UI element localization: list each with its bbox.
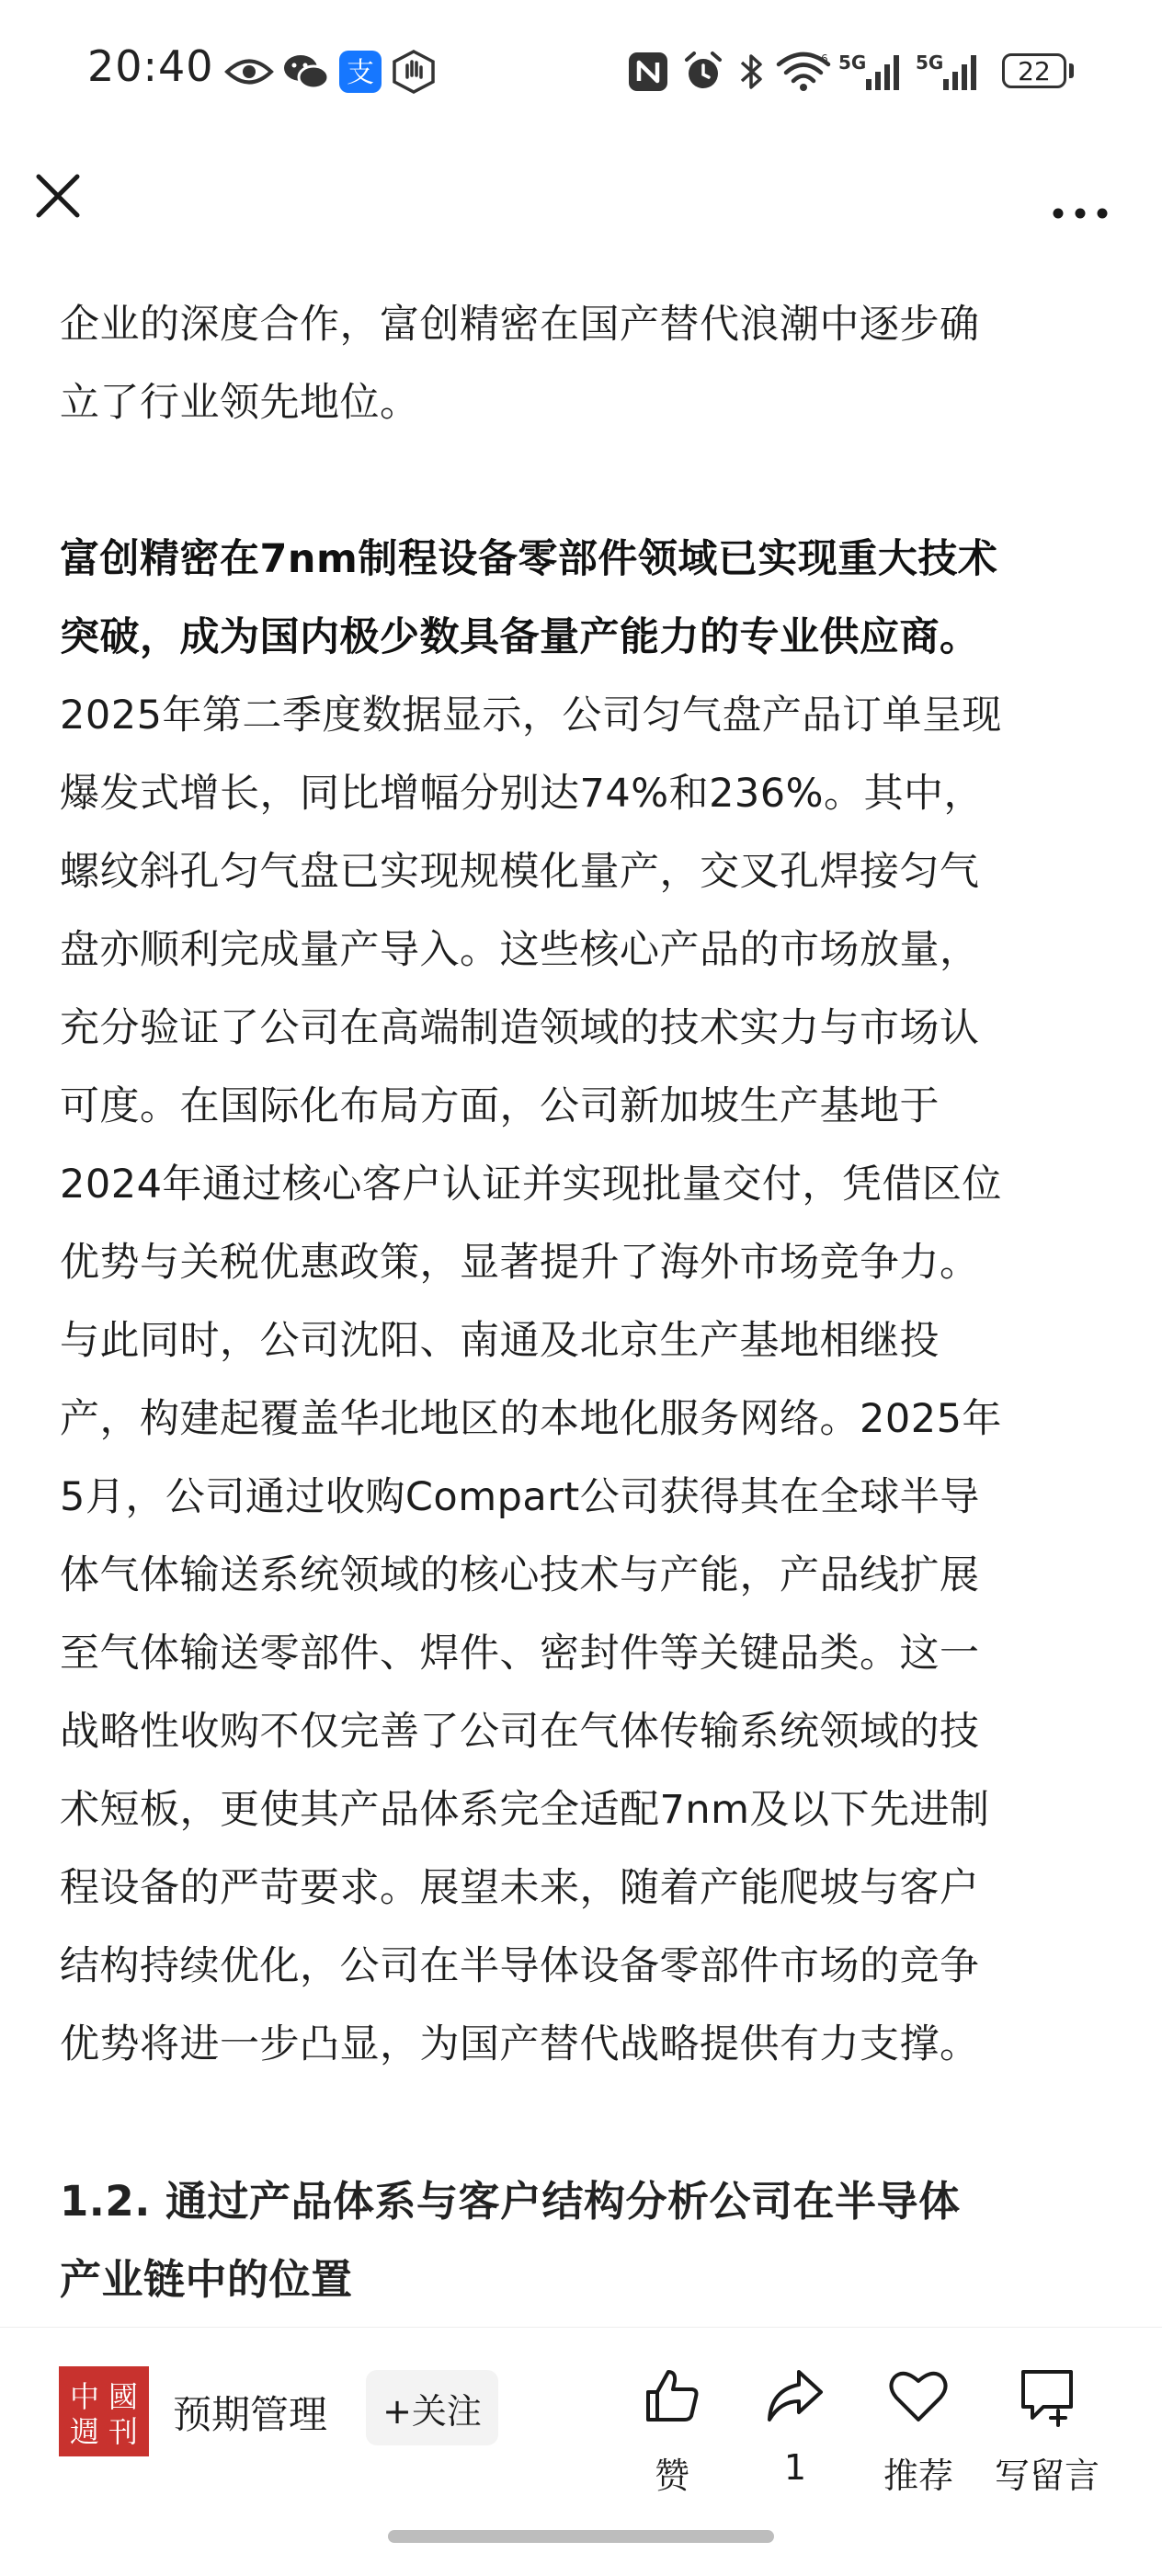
top-nav [0, 147, 1162, 263]
paragraph-line: 至气体输送零部件、焊件、密封件等关键品类。这一 [60, 1631, 980, 1677]
follow-button[interactable]: +关注 [366, 2370, 498, 2445]
svg-text:週: 週 [69, 2414, 100, 2449]
seal-logo [59, 2366, 149, 2456]
comment-button[interactable] [978, 2355, 1116, 2502]
paragraph-line: 螺纹斜孔匀气盘已实现规模化量产，交叉孔焊接匀气 [60, 849, 980, 895]
close-button[interactable] [28, 166, 88, 226]
paragraph-line: 盘亦顺利完成量产导入。这些核心产品的市场放量， [60, 927, 980, 973]
paragraph-line: 体气体输送系统领域的核心技术与产能，产品线扩展 [60, 1552, 980, 1598]
paragraph-line: 2024年通过核心客户认证并实现批量交付，凭借区位 [60, 1162, 1002, 1208]
recommend-button[interactable] [849, 2355, 987, 2502]
article-body [0, 248, 1162, 2327]
paragraph-line: 与此同时，公司沈阳、南通及北京生产基地相继投 [60, 1318, 940, 1364]
battery-tip [1069, 63, 1074, 78]
more-icon [1043, 166, 1117, 226]
like-button[interactable] [603, 2355, 741, 2502]
svg-text:支: 支 [347, 57, 374, 89]
paragraph-line: 产，构建起覆盖华北地区的本地化服务网络。2025年 [60, 1396, 1002, 1442]
status-time: 20:40 [87, 41, 214, 91]
nfc-icon [625, 50, 671, 94]
bold-paragraph-line: 突破，成为国内极少数具备量产能力的专业供应商。 [60, 614, 980, 660]
comment-icon [1016, 2364, 1078, 2427]
like-label: 赞 [654, 2456, 689, 2496]
svg-text:中: 中 [69, 2379, 100, 2414]
paragraph-line: 程设备的严苛要求。展望未来，随着产能爬坡与客户 [60, 1865, 980, 1911]
eye-icon [223, 50, 275, 94]
author-name[interactable]: 预期管理 [173, 2392, 328, 2437]
home-indicator[interactable] [388, 2530, 774, 2543]
paragraph-line: 立了行业领先地位。 [60, 380, 420, 426]
avatar[interactable] [59, 2366, 149, 2456]
paragraph-line: 充分验证了公司在高端制造领域的技术实力与市场认 [60, 1005, 980, 1051]
article-content [60, 248, 1108, 2318]
paragraph-line: 术短板，更使其产品体系完全适配7nm及以下先进制 [60, 1787, 990, 1833]
paragraph-line: 5月，公司通过收购Compart公司获得其在全球半导 [60, 1474, 980, 1520]
alipay-icon [337, 50, 383, 94]
share-button[interactable] [726, 2355, 864, 2502]
section-heading: 1.2. 通过产品体系与客户结构分析公司在半导体 [60, 2177, 961, 2226]
bluetooth-icon [734, 50, 769, 94]
svg-text:國: 國 [108, 2379, 139, 2414]
share-count: 1 [783, 2447, 807, 2488]
recommend-label: 推荐 [883, 2456, 953, 2496]
paragraph-gap [60, 2084, 1108, 2162]
paragraph-line: 优势将进一步凸显，为国产替代战略提供有力支撑。 [60, 2021, 980, 2067]
heart-icon [887, 2364, 950, 2427]
paragraph-line: 优势与关税优惠政策，显著提升了海外市场竞争力。 [60, 1240, 980, 1286]
paragraph-line: 战略性收购不仅完善了公司在气体传输系统领域的技 [60, 1709, 980, 1755]
signal-icon: 5G [838, 50, 908, 94]
battery-level: 22 [1018, 55, 1051, 86]
section-heading: 产业链中的位置 [60, 2255, 353, 2304]
signal-icon: 5G [916, 50, 985, 94]
close-icon [28, 166, 88, 226]
paragraph-line: 可度。在国际化布局方面，公司新加坡生产基地于 [60, 1083, 940, 1129]
share-icon [764, 2364, 826, 2427]
wifi-icon [774, 50, 833, 94]
paragraph-line: 结构持续优化，公司在半导体设备零部件市场的竞争 [60, 1943, 980, 1989]
paragraph-gap [60, 442, 1108, 521]
svg-text:刊: 刊 [108, 2414, 139, 2449]
wechat-icon [280, 50, 332, 94]
bold-paragraph-line: 富创精密在7nm制程设备零部件领域已实现重大技术 [60, 536, 998, 582]
svg-text:6: 6 [821, 52, 828, 65]
status-bar [0, 0, 1162, 147]
paragraph-line: 爆发式增长，同比增幅分别达74%和236%。其中， [60, 771, 985, 817]
battery-icon [1002, 53, 1066, 88]
alarm-icon [680, 50, 726, 94]
comment-label: 写留言 [994, 2456, 1099, 2496]
hand-icon [391, 50, 437, 94]
thumbs-up-icon [641, 2364, 703, 2427]
more-button[interactable] [1043, 166, 1117, 226]
paragraph-line: 2025年第二季度数据显示，公司匀气盘产品订单呈现 [60, 693, 1002, 738]
paragraph-line: 企业的深度合作，富创精密在国产替代浪潮中逐步确 [60, 302, 980, 348]
